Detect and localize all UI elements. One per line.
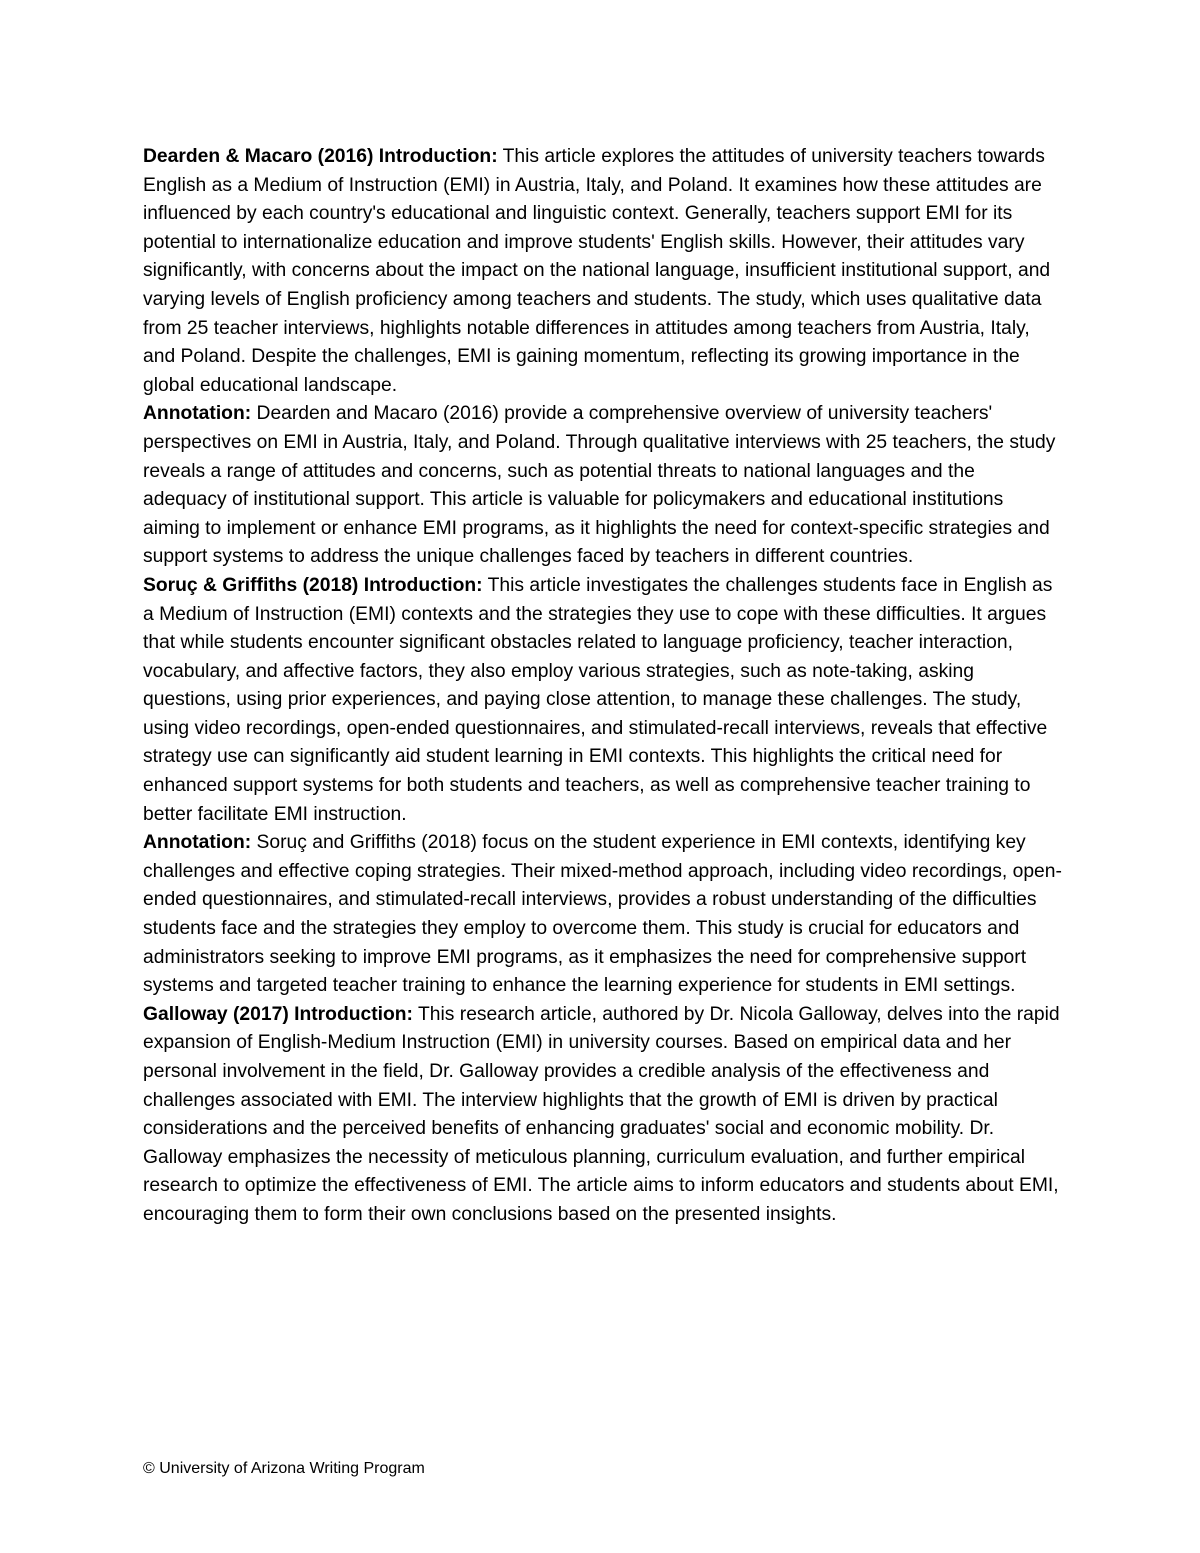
paragraph-heading: Annotation: — [143, 832, 252, 854]
document-body — [143, 143, 1063, 1230]
paragraph-heading: Galloway (2017) Introduction: — [143, 1003, 413, 1025]
paragraph-galloway-introduction — [143, 1001, 1063, 1230]
paragraph-text: This research article, authored by Dr. Nicola Galloway, delves into the rapid expansion of English-Medium Instruction (EMI) in university courses. Based on empirical data and her personal involvement in the field, Dr. Galloway provides a credible analysis of the effectiveness and challenges associated with EMI. The interview highlights that the growth of EMI is driven by practical considerations and the perceived benefits of enhancing graduates' social and economic mobility. Dr. Galloway emphasizes the necessity of meticulous planning, curriculum evaluation, and further empirical research to optimize the effectiveness of EMI. The article aims to inform educators and students about EMI, encouraging them to form their own conclusions based on the presented insights. — [143, 1003, 1060, 1225]
paragraph-heading: Soruç & Griffiths (2018) Introduction: — [143, 574, 483, 596]
paragraph-soruc-griffiths-introduction — [143, 572, 1063, 829]
copyright-footer: © University of Arizona Writing Program — [143, 1460, 425, 1477]
paragraph-text: This article explores the attitudes of university teachers towards English as a Medium of Instruction (EMI) in Austria, Italy, and Poland. It examines how these attitudes are influenced by each country's educational and linguistic context. Generally, teachers support EMI for its potential to internationalize education and improve students' English skills. However, their attitudes vary significantly, with concerns about the impact on the national language, insufficient institutional support, and varying levels of English proficiency among teachers and students. The study, which uses qualitative data from 25 teacher interviews, highlights notable differences in attitudes among teachers from Austria, Italy, and Poland. Despite the challenges, EMI is gaining momentum, reflecting its growing importance in the global educational landscape. — [143, 146, 1051, 396]
paragraph-text: This article investigates the challenges students face in English as a Medium of Instruction (EMI) contexts and the strategies they use to cope with these difficulties. It argues that while students encounter significant obstacles related to language proficiency, teacher interaction, vocabulary, and affective factors, they also employ various strategies, such as note-taking, asking questions, using prior experiences, and paying close attention, to manage these challenges. The study, using video recordings, open-ended questionnaires, and stimulated-recall interviews, reveals that effective strategy use can significantly aid student learning in EMI contexts. This highlights the critical need for enhanced support systems for both students and teachers, as well as comprehensive teacher training to better facilitate EMI instruction. — [143, 574, 1053, 825]
paragraph-text: Soruç and Griffiths (2018) focus on the student experience in EMI contexts, identifying key challenges and effective coping strategies. Their mixed-method approach, including video recordings, open-ended questionnaires, and stimulated-recall interviews, provides a robust understanding of the difficulties students face and the strategies they employ to overcome them. This study is crucial for educators and administrators seeking to improve EMI programs, as it emphasizes the need for comprehensive support systems and targeted teacher training to enhance the learning experience for students in EMI settings. — [143, 832, 1062, 997]
paragraph-heading: Dearden & Macaro (2016) Introduction: — [143, 146, 498, 167]
paragraph-soruc-griffiths-annotation — [143, 829, 1063, 1001]
paragraph-dearden-macaro-introduction — [143, 143, 1063, 400]
paragraph-dearden-macaro-annotation — [143, 400, 1063, 572]
paragraph-text: Dearden and Macaro (2016) provide a comprehensive overview of university teachers' perspectives on EMI in Austria, Italy, and Poland. Through qualitative interviews with 25 teachers, the study reveals a range of attitudes and concerns, such as potential threats to national languages and the adequacy of institutional support. This article is valuable for policymakers and educational institutions aiming to implement or enhance EMI programs, as it highlights the need for context-specific strategies and support systems to address the unique challenges faced by teachers in different countries. — [143, 403, 1056, 568]
paragraph-heading: Annotation: — [143, 403, 252, 425]
